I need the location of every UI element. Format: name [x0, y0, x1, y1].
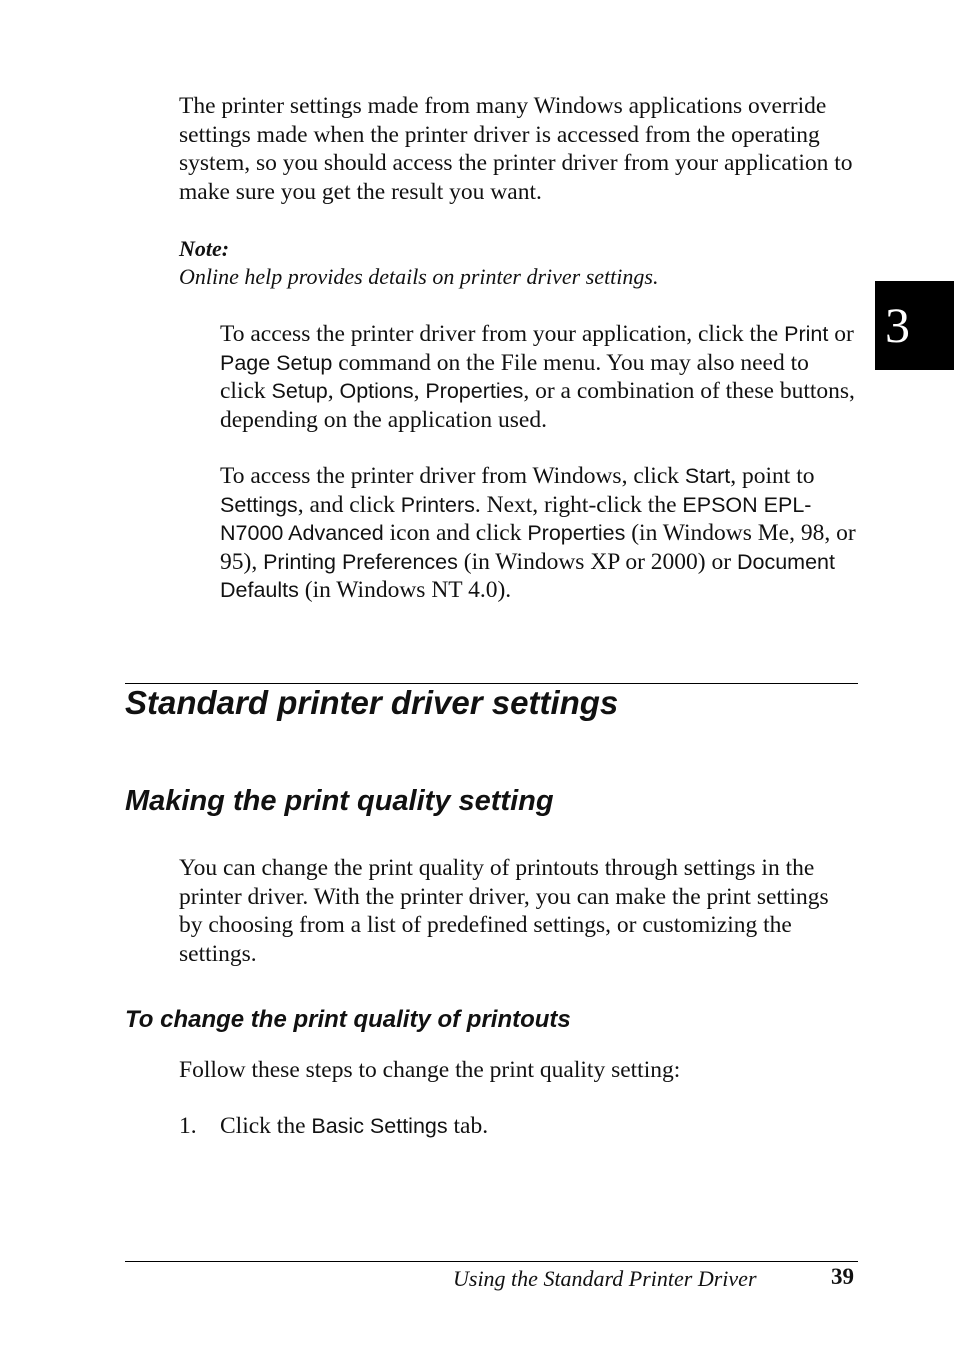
page-number: 39 [831, 1264, 854, 1289]
access-from-windows-paragraph [220, 462, 856, 605]
text-run: , and click [297, 491, 401, 518]
text-run: Click the [220, 1113, 312, 1139]
text-run: (in Windows NT 4.0). [298, 577, 512, 603]
ui-term-epson-printer: EPSON EPL-N7000 Advanced [220, 492, 812, 545]
print-quality-paragraph: You can change the print quality of printouts through settings in the printer driver. With the printer driver, you can make the print settings by choosing from a list of predefined settings, or customizing the settings. [179, 855, 829, 967]
text-run: (in Windows XP or 2000) or [457, 548, 737, 575]
ui-term-print: Print [784, 322, 829, 346]
text-run: or [828, 321, 854, 347]
text-run: , [327, 378, 340, 404]
text-run: To access the printer driver from Windows, click [220, 463, 685, 489]
ui-term-properties: Properties [425, 379, 524, 403]
text-run: icon and click [383, 520, 528, 546]
step-number: 1. [179, 1113, 197, 1139]
text-run: , or a combination of these buttons, depending on the application used. [220, 378, 855, 433]
ui-term-page-setup: Page Setup [220, 350, 333, 375]
intro-paragraph: The printer settings made from many Windows applications override settings made when the printer driver is accessed from the operating system, so you should access the printer driver from your application to make sure you get the result you want. [179, 93, 853, 205]
ui-term-properties: Properties [527, 521, 626, 545]
step-text [220, 1112, 856, 1141]
footer-title: Using the Standard Printer Driver [453, 1266, 757, 1291]
follow-steps-paragraph: Follow these steps to change the print quality setting: [179, 1057, 681, 1083]
ui-term-document-defaults: Document Defaults [220, 549, 835, 602]
text-run: tab. [447, 1113, 489, 1139]
procedure-heading: To change the print quality of printouts [125, 1006, 571, 1033]
ui-term-setup: Setup [271, 379, 328, 403]
chapter-tab: 3 [875, 281, 954, 370]
text-run: (in Windows Me, 98, or 95), [220, 520, 856, 575]
footer-rule [125, 1261, 858, 1262]
text-run: command on the File menu. You may also need to click [220, 349, 809, 404]
ui-term-basic-settings: Basic Settings [311, 1114, 448, 1138]
text-run: . Next, right-click the [474, 491, 683, 518]
ui-term-printers: Printers [400, 492, 475, 517]
ui-term-printing-preferences: Printing Preferences [263, 549, 458, 574]
text-run: , [413, 378, 426, 404]
ui-term-options: Options [339, 379, 414, 403]
text-run: To access the printer driver from your application, click the [220, 321, 785, 347]
note-label: Note: [179, 236, 230, 261]
section-heading: Standard printer driver settings [125, 684, 619, 721]
ui-term-start: Start [684, 464, 731, 488]
access-from-application-paragraph [220, 320, 856, 434]
note-text: Online help provides details on printer driver settings. [179, 264, 659, 289]
text-run: , point to [730, 463, 815, 489]
subsection-heading: Making the print quality setting [125, 785, 554, 817]
ui-term-settings: Settings [220, 492, 298, 517]
